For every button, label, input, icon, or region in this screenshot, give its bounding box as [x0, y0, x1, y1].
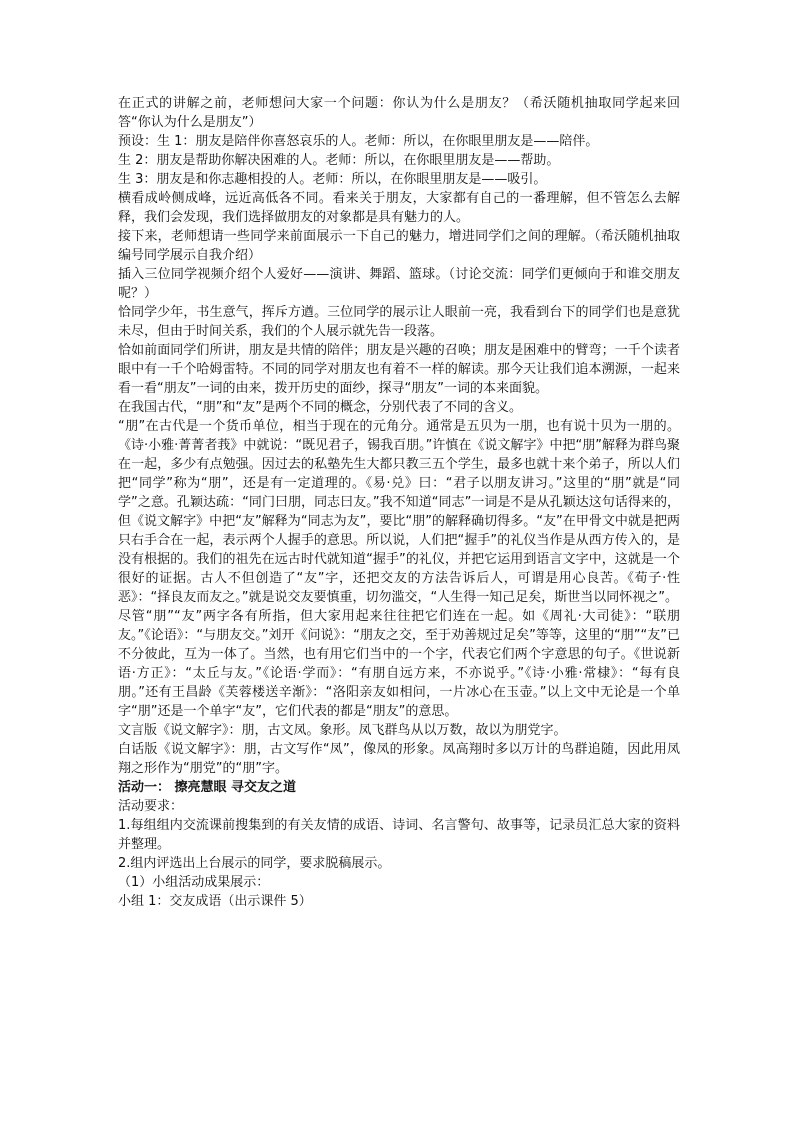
paragraph-intro-question: 在正式的讲解之前，老师想问大家一个问题：你认为什么是朋友？（希沃随机抽取同学起来回答“你认为什么是朋友”） — [118, 96, 680, 130]
paragraph-peng-you-combined: 尽管“朋”“友”两字各有所指，但大家用起来往往把它们连在一起。如《周礼·大司徒》：“联朋友。”《论语》：“与朋友交。”刘开《问说》：“朋友之交，至于劝善规过足矣”等等，这里的“朋”“友”已不分彼此，互为一体了。当然，也有用它们当中的一个字，代表它们两个字意思的句子。《世说新语·方正》：“太丘与友。”《论语·学而》：“有朋自远方来，不亦说乎。”《诗·小雅·常棣》：“每有良朋。”还有王昌龄《芙蓉楼送辛渐》：“洛阳亲友如相问，一片冰心在玉壶。”以上文中无论是一个单字“朋”还是一个单字“友”，它们代表的都是“朋友”的意思。 — [118, 609, 680, 719]
paragraph-summary-charm: 横看成岭侧成峰，远近高低各不同。看来关于朋友，大家都有自己的一番理解，但不管怎么去解释，我们会发现，我们选择做朋友的对象都是具有魅力的人。 — [118, 191, 680, 225]
paragraph-shuowen-classical: 文言版《说文解字》：朋，古文凤。象形。凤飞群鸟从以万数，故以为朋党字。 — [118, 723, 567, 738]
requirement-item-1: 1.每组组内交流课前搜集到的有关友情的成语、诗词、名言警句、故事等，记录员汇总大家的资料并整理。 — [118, 818, 680, 852]
document-page — [118, 94, 680, 911]
paragraph-youth: 恰同学少年，书生意气，挥斥方遒。三位同学的展示让人眼前一亮，我看到台下的同学们也是意犹未尽，但由于时间关系，我们的个人展示就先告一段落。 — [118, 305, 680, 339]
paragraph-peng-meaning: “朋”在古代是一个货币单位，相当于现在的元角分。通常是五贝为一朋，也有说十贝为一朋的。《诗·小雅·菁菁者莪》中就说：“既见君子，锡我百朋。”许慎在《说文解字》中把“朋”解释为群鸟聚在一起，多少有点勉强。因过去的私塾先生大都只教三五个学生，最多也就十来个弟子，所以人们把“同学”称为“朋”，还是有一定道理的。《易·兑》曰：“君子以朋友讲习。”这里的“朋”就是“同学”之意。孔颖达疏：“同门曰朋，同志曰友。”我不知道“同志”一词是不是从孔颖达这句话得来的，但《说文解字》中把“友”解释为“同志为友”，要比“朋”的解释确切得多。“友”在甲骨文中就是把两只右手合在一起，表示两个人握手的意思。所以说，人们把“握手”的礼仪当作是从西方传入的，是没有根据的。我们的祖先在远古时代就知道“握手”的礼仪，并把它运用到语言文字中，这就是一个很好的证据。古人不但创造了“友”字，还把交友的方法告诉后人，可谓是用心良苦。《荀子·性恶》：“择良友而友之。”就是说交友要慎重，切勿滥交，“人生得一知己足矣，斯世当以同怀视之”。 — [118, 419, 680, 605]
paragraph-self-introduction: 接下来，老师想请一些同学来前面展示一下自己的魅力，增进同学们之间的理解。（希沃随机抽取编号同学展示自我介绍） — [118, 229, 680, 263]
paragraph-origin-intro: 恰如前面同学们所讲，朋友是共情的陪伴；朋友是兴趣的召唤；朋友是困难中的臂弯；一千个读者眼中有一千个哈姆雷特。不同的同学对朋友也有着不一样的解读。那今天让我们追本溯源，一起来看一看“朋友”一词的由来，拨开历史的面纱，探寻“朋友”一词的本来面貌。 — [118, 343, 680, 396]
paragraph-ancient-concepts: 在我国古代，“朋”和“友”是两个不同的概念，分别代表了不同的含义。 — [118, 400, 522, 415]
paragraph-shuowen-vernacular: 白话版《说文解字》：朋，古文写作“凤”，像凤的形象。凤高翔时多以万计的鸟群追随，因此用凤翔之形作为“朋党”的“朋”字。 — [118, 742, 680, 776]
paragraph-student-2: 生 2：朋友是帮助你解决困难的人。老师：所以，在你眼里朋友是——帮助。 — [118, 153, 560, 168]
paragraph-student-3: 生 3：朋友是和你志趣相投的人。老师：所以，在你眼里朋友是——吸引。 — [118, 172, 547, 187]
requirement-item-2: 2.组内评选出上台展示的同学，要求脱稿展示。 — [118, 856, 391, 871]
group-1-label: 小组 1：交友成语（出示课件 5） — [118, 894, 312, 909]
activity-requirements-label: 活动要求： — [118, 799, 184, 814]
activity-one-heading: 活动一： 擦亮慧眼 寻交友之道 — [118, 780, 297, 795]
paragraph-student-1: 预设：生 1：朋友是陪伴你喜怒哀乐的人。老师：所以，在你眼里朋友是——陪伴。 — [118, 134, 599, 149]
group-results-label: （1）小组活动成果展示： — [118, 875, 270, 890]
paragraph-video-hobbies: 插入三位同学视频介绍个人爱好——演讲、舞蹈、篮球。（讨论交流：同学们更倾向于和谁交朋友呢？） — [118, 267, 680, 301]
